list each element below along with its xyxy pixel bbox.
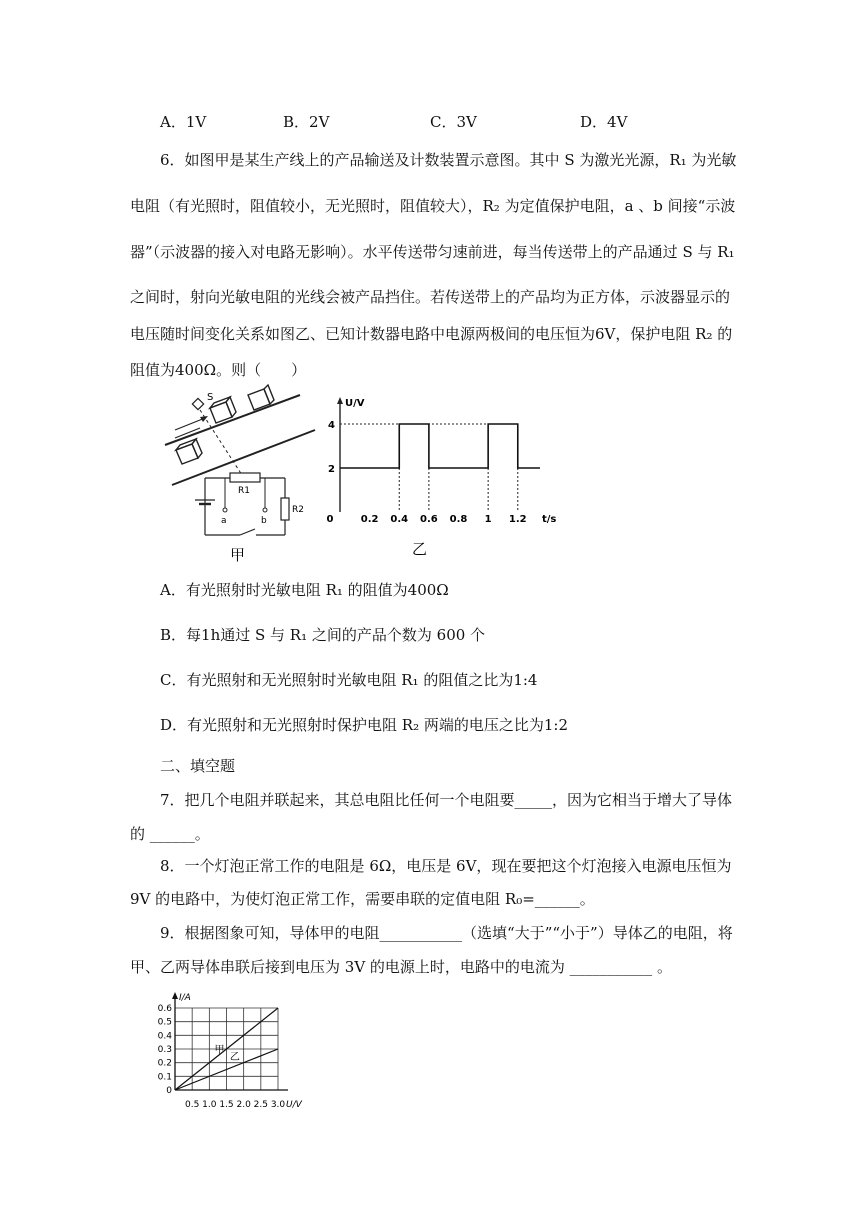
y-tick-label: 0.5 (157, 1017, 172, 1028)
q6-option-b: B．每1h通过 S 与 R₁ 之间的产品个数为 600 个 (160, 626, 486, 644)
label-r2: R2 (292, 505, 304, 515)
label-b: b (261, 516, 267, 526)
y-tick-label: 0.3 (157, 1045, 172, 1055)
y-tick-label: 0.2 (157, 1058, 172, 1069)
caption-yi: 乙 (412, 540, 428, 558)
q6-line-2: 电阻（有光照时，阻值较小，无光照时，阻值较大），R₂ 为定值保护电阻，a 、b 间接“示波 (130, 197, 736, 215)
figure-iu-chart (150, 990, 330, 1115)
q5-option-a: A．1V (160, 113, 207, 131)
y-tick-label: 0.1 (157, 1072, 172, 1083)
laser-source-icon (192, 398, 203, 409)
x-tick-label: 1.2 (508, 514, 527, 525)
series-label-yi: 乙 (229, 1051, 240, 1063)
x-tick-label: 1.5 (219, 1100, 234, 1110)
product-cube (176, 439, 202, 464)
x-tick-label: 0.4 (390, 514, 409, 525)
y-axis-arrow (172, 992, 178, 999)
figure-yi-chart (326, 392, 565, 562)
x-tick-label: 2.5 (253, 1100, 268, 1110)
q7-line-2: 的 ______。 (130, 825, 210, 843)
series-voltage (340, 424, 540, 468)
label-s: S (207, 392, 214, 403)
q6-line-4: 之间时，射向光敏电阻的光线会被产品挡住。若传送带上的产品均为正方体，示波器显示的 (130, 288, 731, 306)
q5-option-d: D．4V (580, 113, 628, 131)
q6-option-d: D．有光照射和无光照射时保护电阻 R₂ 两端的电压之比为1:2 (160, 716, 569, 734)
x-axis-label: U/V (286, 1100, 302, 1110)
x-tick-label: 1.0 (202, 1100, 217, 1110)
y-tick-label: 0.6 (157, 1004, 172, 1014)
resistor-r2 (281, 498, 289, 520)
x-tick-label: 0.8 (449, 514, 468, 525)
q9-line-2: 甲、乙两导体串联后接到电压为 3V 的电源上时，电路中的电流为 ___________ 。 (130, 958, 672, 976)
q5-option-b: B．2V (283, 113, 330, 131)
caption-jia: 甲 (230, 546, 246, 564)
label-a: a (221, 516, 227, 526)
x-tick-label: 2.0 (236, 1100, 251, 1110)
q6-line-5: 电压随时间变化关系如图乙、已知计数器电路中电源两极间的电压恒为6V，保护电阻 R₂ 的 (130, 325, 733, 343)
x-tick-label: 3.0 (270, 1100, 286, 1110)
x-tick-label: 0 (326, 514, 334, 525)
y-tick-label: 2 (328, 464, 335, 475)
x-tick-label: 0.2 (360, 514, 379, 525)
q6-option-a: A．有光照射时光敏电阻 R₁ 的阻值为400Ω (160, 581, 449, 599)
q9-line-1: 9．根据图象可知，导体甲的电阻___________（选填“大于”“小于”）导体乙的电阻，将 (160, 924, 733, 942)
x-tick-label: 1 (484, 514, 492, 525)
label-r1: R1 (238, 486, 250, 496)
y-tick-label: 0.4 (157, 1031, 172, 1042)
y-axis-label: I/A (179, 993, 191, 1003)
q5-option-c: C．3V (430, 113, 477, 131)
figure-jia (150, 390, 325, 565)
section-title: 二、填空题 (160, 757, 236, 775)
x-tick-label: 0.6 (420, 514, 438, 525)
switch (240, 529, 255, 535)
x-axis-label: t/s (542, 514, 557, 525)
q7-line-1: 7．把几个电阻并联起来，其总电阻比任何一个电阻要_____，因为它相当于增大了导体 (160, 791, 733, 809)
y-tick-label: 0 (166, 1086, 172, 1096)
y-axis-arrow (337, 397, 343, 404)
resistor-r1 (230, 473, 260, 482)
y-tick-label: 4 (328, 420, 335, 431)
q6-line-3: 器”（示波器的接入对电路无影响）。水平传送带匀速前进，每当传送带上的产品通过 S 与 R₁ (130, 243, 735, 261)
q6-option-c: C．有光照射和无光照射时光敏电阻 R₁ 的阻值之比为1:4 (160, 671, 538, 689)
q8-line-1: 8．一个灯泡正常工作的电阻是 6Ω，电压是 6V，现在要把这个灯泡接入电源电压恒为 (160, 857, 732, 875)
series-label-jia: 甲 (214, 1045, 225, 1057)
x-tick-label: 0.5 (185, 1100, 200, 1110)
q6-line-6: 阻值为400Ω。则（ ） (130, 361, 307, 379)
q8-line-2: 9V 的电路中，为使灯泡正常工作，需要串联的定值电阻 R₀=______。 (130, 890, 595, 908)
y-axis-label: U/V (345, 398, 365, 409)
q6-line-1: 6．如图甲是某生产线上的产品输送及计数装置示意图。其中 S 为激光光源，R₁ 为光敏 (160, 151, 737, 169)
